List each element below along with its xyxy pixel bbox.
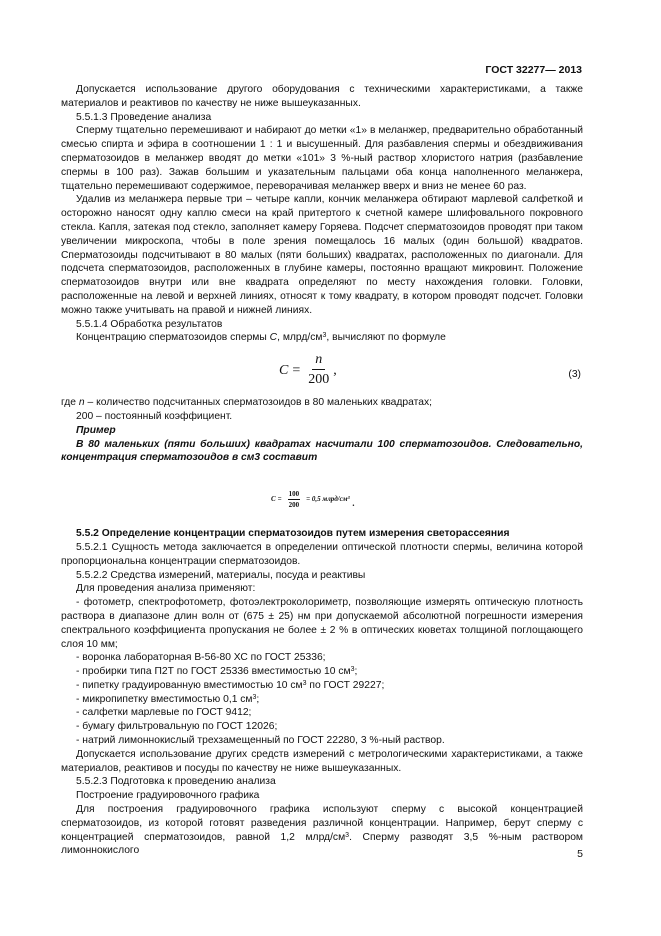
formula-lhs: C (279, 362, 289, 378)
formula-denominator: 200 (308, 372, 330, 388)
list-item: - натрий лимоннокислый трехзамещенный по ГОСТ 22280, 3 %-ный раствор. (76, 735, 445, 747)
formula-equals: = (292, 362, 301, 378)
example-dot: . (352, 498, 355, 509)
formula-expression (279, 352, 337, 389)
section-heading: 5.5.2 Определение концентрации сперматозоидов путем измерения светорассеяния (76, 528, 510, 540)
paragraph: Допускается использование другого оборудования с техническими характеристиками, а также материалов и реактивов по качеству не ниже вышеуказанных. (61, 84, 583, 109)
list-item: - бумагу фильтровальную по ГОСТ 12026; (76, 721, 278, 733)
paragraph: Для проведения анализа применяют: (76, 583, 256, 595)
paragraph: Для построения градуировочного графика используют сперму с высокой концентрацией сперматозоидов, из которой готовят разведения различной концентрации. Например, берут сперму с концентрацией сперматозоидов, равной 1,2 млрд/$см^3$. Сперму разводят 3,5 %-ным раствором лимоннокислого (61, 804, 584, 857)
example-fraction (288, 490, 301, 510)
formula-number: (3) (568, 369, 581, 381)
formula-numerator: n (312, 352, 325, 370)
example-label: Пример (76, 424, 116, 436)
list-item: - фотометр, спектрофотометр, фотоэлектроколориметр, позволяющие измерять оптическую плотность раствора в диапазоне длин волн от (675 ± 25) нм при допускаемой абсолютной погрешности измерения спектрального коэффициента пропускания не более ± 2 % в оптических кюветах толщиной поглощающего слоя 10 мм; (61, 597, 583, 650)
paragraph: 5.5.2.1 Сущность метода заключается в определении оптической плотности спермы, величина которой пропорциональна концентрации сперматозоидов. (61, 541, 583, 567)
example-formula (61, 465, 583, 527)
example-denominator: 200 (288, 501, 300, 510)
document-header: ГОСТ 32277— 2013 (485, 64, 582, 76)
formula-fraction (308, 352, 329, 389)
where-line: 200 – постоянный коэффициент. (76, 410, 233, 422)
subsection-heading: Построение градуировочного графика (76, 790, 260, 802)
section-heading: 5.5.1.3 Проведение анализа (76, 111, 212, 123)
example-equals: = (277, 495, 282, 504)
document-body (61, 83, 583, 858)
paragraph: Сперму тщательно перемешивают и набирают до метки «1» в меланжер, предварительно обработанный смесью спирта и эфира в соотношении 1 : 1 и высушенный. Для разбавления спермы и обездвиживания сперматозоидов в меланжер вводят до метки «101» 3 %-ный раствор хлористого натрия (разбавление спермы в 100 раз). Зажав большим и указательным пальцами оба конца наполненного меланжера, тщательно перемешивают содержимое, переворачивая меланжер вверх и вниз не менее 60 раз. (61, 125, 583, 192)
section-heading: 5.5.1.4 Обработка результатов (76, 318, 223, 330)
list-item: - пипетку градуированную вместимостью 10 $см^3$ по ГОСТ 29227; (76, 679, 385, 691)
formula-3 (61, 348, 583, 396)
formula-comma: , (333, 362, 337, 378)
example-result: = 0,5 млрд/см³ (306, 495, 350, 504)
paragraph: Допускается использование других средств измерений с метрологическими характеристиками, а также материалов, реактивов и посуды по качеству не ниже вышеуказанных. (61, 748, 583, 774)
example-formula-expression (271, 490, 355, 510)
example-text: В 80 маленьких (пяти больших) квадратах насчитали 100 сперматозоидов. Следовательно, концентрация сперматозоидов в см3 составит (61, 438, 583, 464)
example-lhs: C (271, 495, 276, 504)
list-item: - салфетки марлевые по ГОСТ 9412; (76, 707, 252, 719)
section-heading: 5.5.2.3 Подготовка к проведению анализа (76, 776, 276, 788)
where-line: где n – количество подсчитанных сперматозоидов в 80 маленьких квадратах; (61, 397, 432, 409)
list-item: - пробирки типа П2Т по ГОСТ 25336 вместимостью 10 $см^3$; (76, 666, 358, 678)
paragraph: Концентрацию сперматозоидов спермы C, млрд/$см^3$, вычисляют по формуле (76, 332, 446, 344)
paragraph: Удалив из меланжера первые три – четыре капли, кончик меланжера обтирают марлевой салфеткой и осторожно наносят одну каплю смеси на край притертого к счетной камере шлифовального покровного стекла. Капля, затекая под стекло, заполняет камеру Горяева. Подсчет сперматозоидов проводят при таком увеличении микроскопа, чтобы в поле зрения помещалось 16 малых (один большой) квадратов. Сперматозоиды подсчитывают в 80 малых (пяти больших) квадратах, расположенных по диагонали. Для подсчета сперматозоидов, расположенных в глубине камеры, постоянно вращают микровинт. Положение сперматозоидов внутри или вне квадрата определяют по месту нахождения головки. Головки, расположенные на левой и верхней линиях, относят к тому квадрату, в котором проводят подсчет. Головки можно также учитывать на правой и нижней линиях. (61, 194, 583, 316)
list-item: - микропипетку вместимостью 0,1 $см^3$; (76, 693, 260, 705)
section-heading: 5.5.2.2 Средства измерений, материалы, посуда и реактивы (76, 569, 366, 581)
list-item: - воронка лабораторная В-56-80 ХС по ГОСТ 25336; (76, 652, 326, 664)
example-numerator: 100 (288, 490, 300, 499)
page-number: 5 (577, 848, 583, 860)
